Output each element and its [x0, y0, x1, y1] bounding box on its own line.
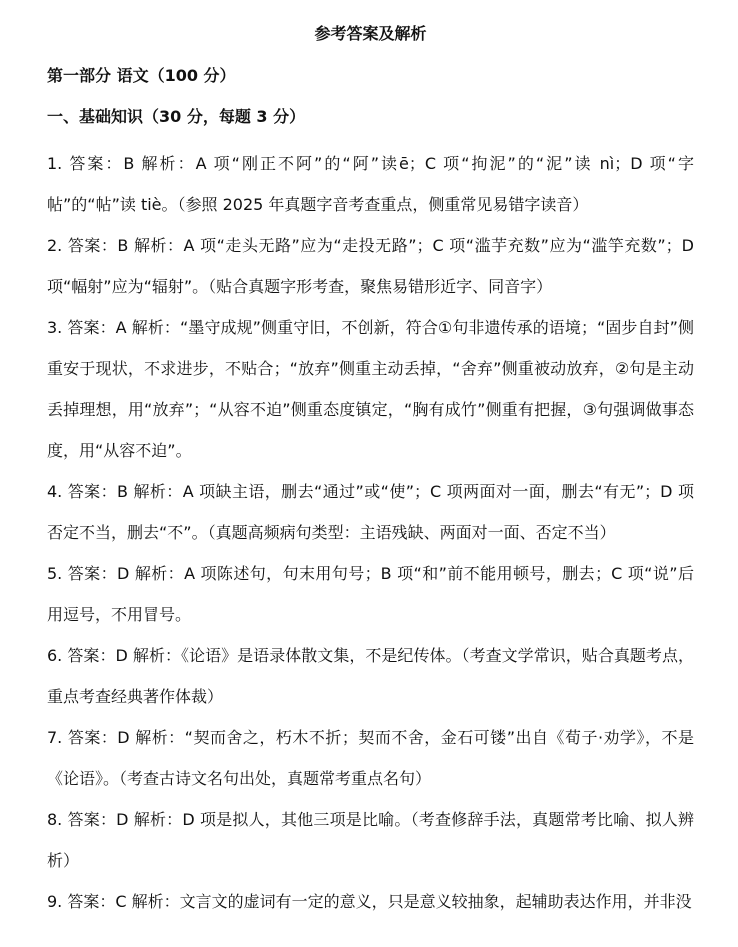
answer-item-5: 5. 答案：D 解析：A 项陈述句，句末用句号；B 项“和”前不能用顿号，删去；C 项“说”后用逗号，不用冒号。 — [47, 564, 694, 624]
answer-item-8: 8. 答案：D 解析：D 项是拟人，其他三项是比喻。（考查修辞手法，真题常考比喻、拟人辨析） — [47, 810, 694, 870]
answer-item-4: 4. 答案：B 解析：A 项缺主语，删去“通过”或“使”；C 项两面对一面，删去“有无”；D 项否定不当，删去“不”。（真题高频病句类型：主语残缺、两面对一面、否定不当） — [47, 482, 694, 542]
subsection-heading: 一、基础知识（30 分，每题 3 分） — [47, 107, 306, 126]
answer-item-7: 7. 答案：D 解析：“契而舍之，朽木不折；契而不舍，金石可镂”出自《荀子·劝学》，不是《论语》。（考查古诗文名句出处，真题常考重点名句） — [47, 728, 694, 788]
section-heading: 第一部分 语文（100 分） — [47, 66, 236, 85]
answer-item-9: 9. 答案：C 解析：文言文的虚词有一定的意义，只是意义较抽象，起辅助表达作用，并非没 — [47, 892, 692, 911]
answer-item-6: 6. 答案：D 解析：《论语》是语录体散文集，不是纪传体。（考查文学常识，贴合真题考点，重点考查经典著作体裁） — [47, 646, 694, 706]
answer-item-1: 1. 答案：B 解析：A 项“刚正不阿”的“阿”读ē；C 项“拘泥”的“泥”读 nì；D 项“字帖”的“帖”读 tiè。（参照 2025 年真题字音考查重点，侧重常见易错字读音） — [47, 154, 694, 214]
answer-item-3: 3. 答案：A 解析：“墨守成规”侧重守旧，不创新，符合①句非遗传承的语境；“固步自封”侧重安于现状，不求进步，不贴合；“放弃”侧重主动丢掉，“舍弃”侧重被动放弃，②句是主动丢掉理想，用“放弃”；“从容不迫”侧重态度镇定，“胸有成竹”侧重有把握，③句强调做事态度，用“从容不迫”。 — [47, 318, 694, 460]
answer-item-2: 2. 答案：B 解析：A 项“走头无路”应为“走投无路”；C 项“滥芋充数”应为“滥竽充数”；D 项“幅射”应为“辐射”。（贴合真题字形考查，聚焦易错形近字、同音字） — [47, 236, 694, 296]
page-title: 参考答案及解析 — [314, 24, 427, 43]
